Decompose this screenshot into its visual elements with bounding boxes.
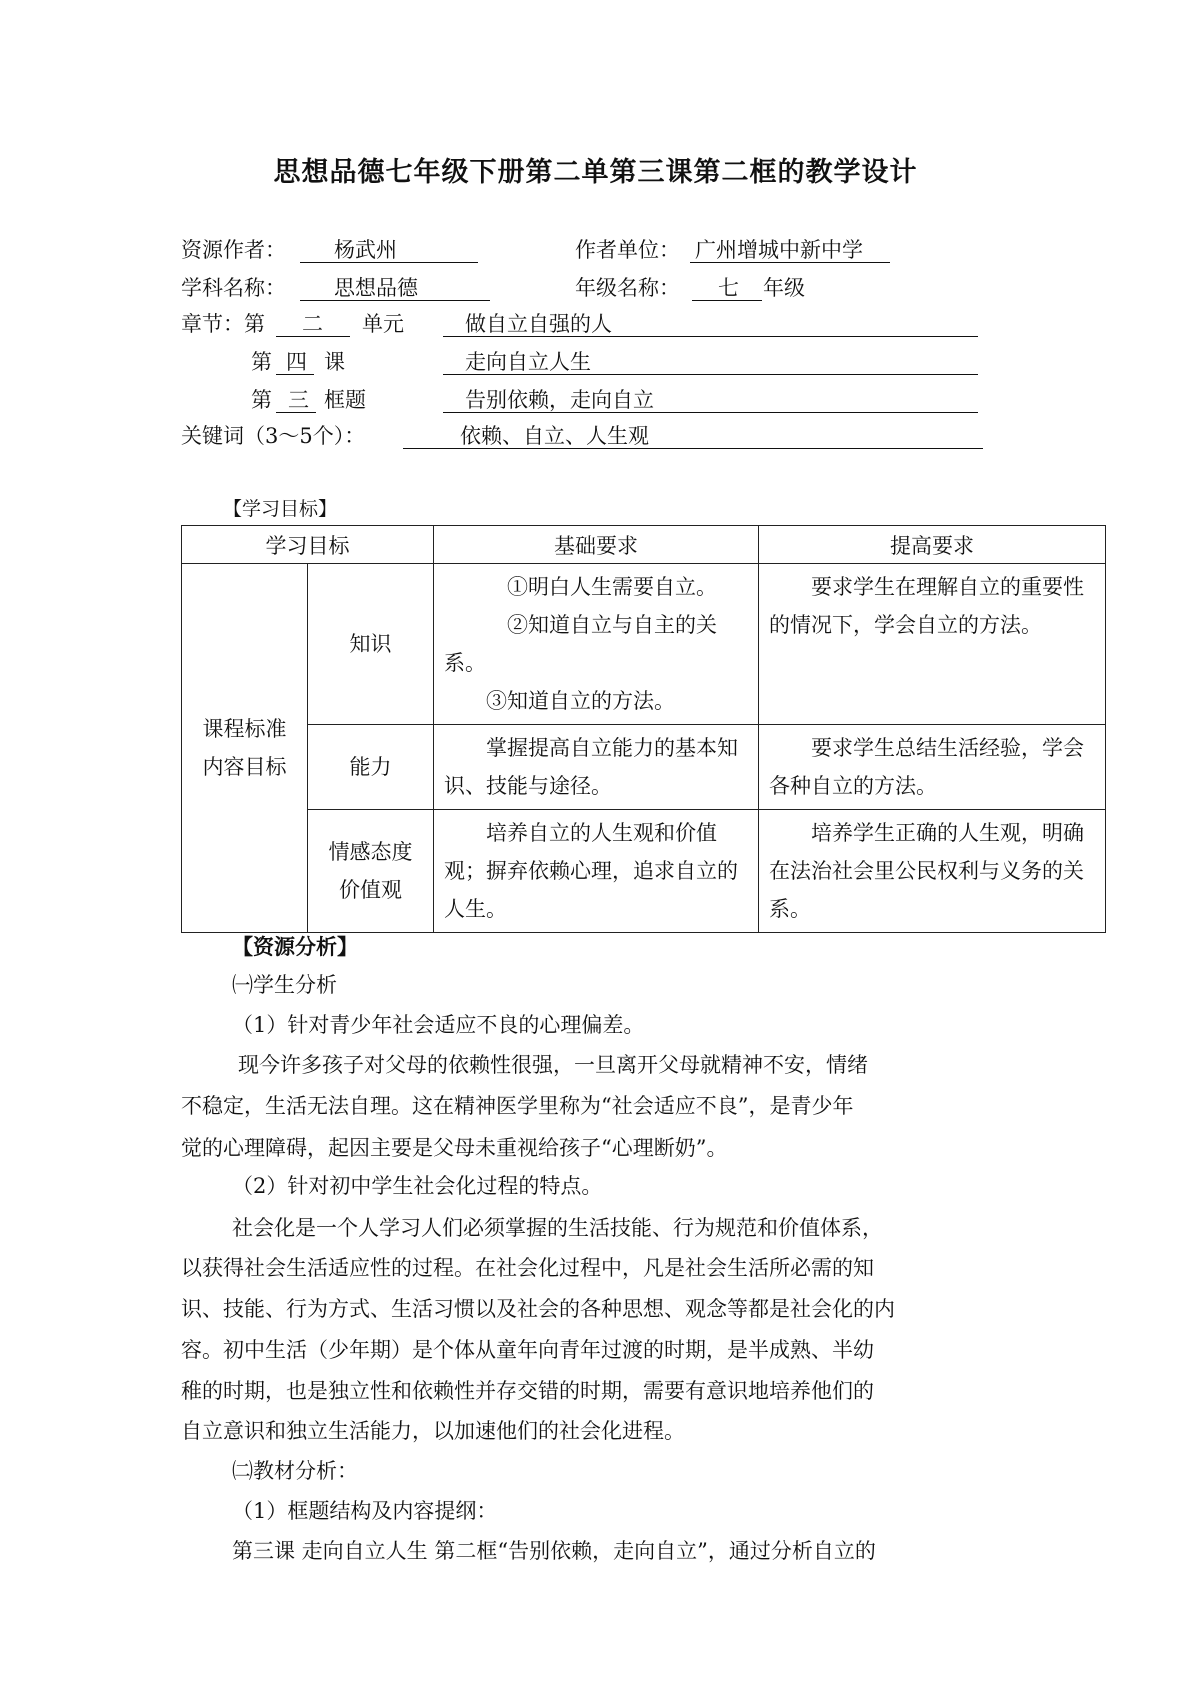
author-label: 资源作者： bbox=[181, 238, 286, 262]
keywords-label: 关键词（3～5个）： bbox=[181, 424, 366, 448]
analysis-paragraph-line: 稚的时期，也是独立性和依赖性并存交错的时期，需要有意识地培养他们的 bbox=[181, 1379, 874, 1403]
analysis-paragraph-line: 识、技能、行为方式、生活习惯以及社会的各种思想、观念等都是社会化的内 bbox=[181, 1297, 895, 1321]
grade-label: 年级名称： bbox=[575, 276, 680, 300]
analysis-paragraph-line: 社会化是一个人学习人们必须掌握的生活技能、行为规范和价值体系， bbox=[232, 1216, 883, 1240]
author-value: 杨武州 bbox=[334, 238, 397, 262]
goals-header-goal: 学习目标 bbox=[182, 526, 434, 564]
basic-knowledge-item: ③知道自立的方法。 bbox=[486, 689, 675, 713]
goals-basic-knowledge bbox=[434, 564, 759, 725]
analysis-paragraph-line: 自立意识和独立生活能力，以加速他们的社会化进程。 bbox=[181, 1419, 685, 1443]
analysis-paragraph-line: 容。初中生活（少年期）是个体从童年向青年过渡的时期，是半成熟、半幼 bbox=[181, 1338, 874, 1362]
analysis-paragraph-line: 以获得社会生活适应性的过程。在社会化过程中，凡是社会生活所必需的知 bbox=[181, 1256, 874, 1280]
student-analysis-heading: ㈠学生分析 bbox=[232, 973, 337, 997]
goals-header-advanced: 提高要求 bbox=[759, 526, 1106, 564]
frame-no: 三 bbox=[288, 388, 309, 412]
document-title: 思想品德七年级下册第二单第三课第二框的教学设计 bbox=[273, 157, 918, 188]
analysis-paragraph-line: 不稳定，生活无法自理。这在精神医学里称为“社会适应不良”，是青少年 bbox=[181, 1094, 854, 1118]
frame-prefix: 第 bbox=[251, 388, 272, 412]
goals-table bbox=[181, 525, 1106, 933]
lesson-name: 走向自立人生 bbox=[465, 350, 591, 374]
org-label: 作者单位： bbox=[575, 238, 680, 262]
chapter-label: 章节：第 bbox=[181, 312, 265, 336]
analysis-paragraph-line: 觉的心理障碍，起因主要是父母未重视给孩子“心理断奶”。 bbox=[181, 1136, 728, 1160]
goals-section-title: 【学习目标】 bbox=[223, 498, 338, 520]
analysis-title: 【资源分析】 bbox=[232, 935, 358, 959]
subject-value: 思想品德 bbox=[334, 276, 418, 300]
goals-dimension-attitude: 情感态度价值观 bbox=[308, 810, 434, 933]
analysis-point-3: （1）框题结构及内容提纲： bbox=[232, 1499, 498, 1523]
lesson-suffix: 课 bbox=[324, 350, 345, 374]
goals-advanced-ability: 要求学生总结生活经验，学会各种自立的方法。 bbox=[759, 725, 1106, 810]
unit-no: 二 bbox=[302, 312, 323, 336]
analysis-paragraph-line: 现今许多孩子对父母的依赖性很强，一旦离开父母就精神不安，情绪 bbox=[238, 1053, 868, 1077]
goals-dimension-ability: 能力 bbox=[308, 725, 434, 810]
goals-dimension-knowledge: 知识 bbox=[308, 564, 434, 725]
analysis-point-1: （1）针对青少年社会适应不良的心理偏差。 bbox=[232, 1013, 645, 1037]
org-value: 广州增城中新中学 bbox=[695, 238, 863, 262]
grade-suffix: 年级 bbox=[763, 276, 805, 300]
unit-name: 做自立自强的人 bbox=[465, 312, 612, 336]
grade-value: 七 bbox=[718, 276, 739, 300]
textbook-analysis-heading: ㈡教材分析： bbox=[232, 1459, 358, 1483]
basic-knowledge-item: ①明白人生需要自立。 bbox=[507, 575, 717, 599]
subject-label: 学科名称： bbox=[181, 276, 286, 300]
lesson-prefix: 第 bbox=[251, 350, 272, 374]
frame-suffix: 框题 bbox=[324, 388, 366, 412]
goals-basic-ability: 掌握提高自立能力的基本知识、技能与途径。 bbox=[434, 725, 759, 810]
goals-basic-attitude: 培养自立的人生观和价值观；摒弃依赖心理，追求自立的人生。 bbox=[434, 810, 759, 933]
goals-advanced-attitude: 培养学生正确的人生观，明确在法治社会里公民权利与义务的关系。 bbox=[759, 810, 1106, 933]
basic-knowledge-item: ②知道自立与自主的关系。 bbox=[444, 613, 717, 675]
keywords-value: 依赖、自立、人生观 bbox=[460, 424, 649, 448]
lesson-no: 四 bbox=[286, 350, 307, 374]
frame-name: 告别依赖，走向自立 bbox=[465, 388, 654, 412]
goals-advanced-knowledge: 要求学生在理解自立的重要性的情况下，学会自立的方法。 bbox=[759, 564, 1106, 725]
analysis-point-2: （2）针对初中学生社会化过程的特点。 bbox=[232, 1174, 603, 1198]
goals-category: 课程标准内容目标 bbox=[182, 564, 308, 933]
goals-header-basic: 基础要求 bbox=[434, 526, 759, 564]
unit-suffix: 单元 bbox=[362, 312, 404, 336]
analysis-paragraph-line: 第三课 走向自立人生 第二框“告别依赖，走向自立”，通过分析自立的 bbox=[232, 1539, 876, 1563]
